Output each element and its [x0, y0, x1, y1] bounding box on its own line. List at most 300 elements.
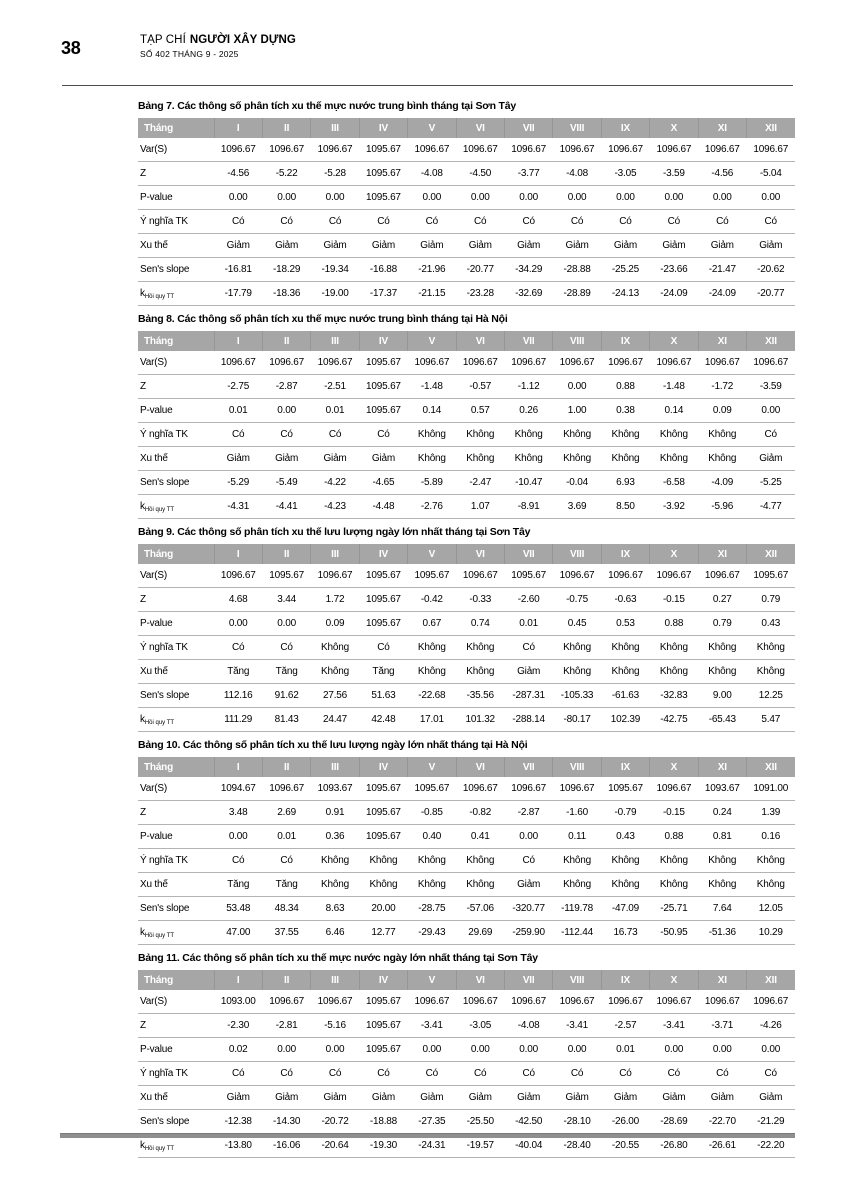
table-cell: 1095.67 [359, 138, 407, 162]
tables-container [138, 100, 795, 1165]
month-header-label: Tháng [138, 118, 214, 138]
table-cell: -18.29 [262, 258, 310, 282]
table-cell: 111.29 [214, 708, 262, 732]
table-cell: 0.91 [311, 801, 359, 825]
row-label-text: Ý nghĩa TK [140, 642, 188, 653]
table-cell: -28.89 [553, 282, 601, 306]
table-cell: -0.57 [456, 375, 504, 399]
table-cell: Tăng [214, 873, 262, 897]
row-label-text: P-value [140, 192, 173, 203]
table-cell: -288.14 [504, 708, 552, 732]
table-cell: -25.71 [650, 897, 698, 921]
table-cell: 1096.67 [553, 138, 601, 162]
table-cell: 102.39 [601, 708, 649, 732]
row-label [138, 1062, 214, 1086]
row-label-subscript: Hồi quy TT [144, 1145, 175, 1152]
row-label [138, 588, 214, 612]
table-cell: 0.00 [553, 375, 601, 399]
row-label-text: Ý nghĩa TK [140, 855, 188, 866]
table-cell: 0.00 [746, 1038, 795, 1062]
table-cell: 3.48 [214, 801, 262, 825]
table-cell: Giảm [456, 1086, 504, 1110]
table-cell: Có [311, 210, 359, 234]
table-cell: -4.08 [504, 1014, 552, 1038]
table-cell: 9.00 [698, 684, 746, 708]
table-cell: Giảm [504, 873, 552, 897]
table-section [138, 100, 795, 306]
table-cell: 1096.67 [698, 990, 746, 1014]
table-cell: Có [746, 1062, 795, 1086]
table-cell: -17.37 [359, 282, 407, 306]
table-cell: Có [650, 1062, 698, 1086]
table-cell: -3.59 [650, 162, 698, 186]
row-label-subscript: Hồi quy TT [144, 506, 175, 513]
table-cell: Không [601, 447, 649, 471]
table-cell: 16.73 [601, 921, 649, 945]
row-label-text: P-value [140, 831, 173, 842]
table-cell: 0.81 [698, 825, 746, 849]
table-cell: -4.50 [456, 162, 504, 186]
column-header: XI [698, 118, 746, 138]
row-label-text: Xu thế [140, 666, 168, 677]
table-cell: 1096.67 [601, 351, 649, 375]
table-cell: 0.38 [601, 399, 649, 423]
table-cell: Giảm [650, 1086, 698, 1110]
table-cell: -3.71 [698, 1014, 746, 1038]
table-cell: -14.30 [262, 1110, 310, 1134]
row-label-text: Z [140, 381, 146, 392]
table-cell: -18.36 [262, 282, 310, 306]
table-row [138, 708, 795, 732]
column-header: III [311, 331, 359, 351]
row-label [138, 849, 214, 873]
table-cell: 1096.67 [504, 990, 552, 1014]
table-cell: -2.87 [504, 801, 552, 825]
table-cell: 1096.67 [601, 138, 649, 162]
data-table [138, 970, 795, 1158]
data-table [138, 757, 795, 945]
table-cell: -26.00 [601, 1110, 649, 1134]
table-cell: Giảm [698, 1086, 746, 1110]
table-cell: -3.92 [650, 495, 698, 519]
table-cell: Không [698, 873, 746, 897]
table-cell: -4.56 [214, 162, 262, 186]
table-cell: -24.13 [601, 282, 649, 306]
table-cell: -3.77 [504, 162, 552, 186]
row-label-text: Z [140, 807, 146, 818]
table-cell: -4.08 [553, 162, 601, 186]
column-header: XI [698, 544, 746, 564]
table-cell: Không [698, 636, 746, 660]
table-row [138, 1014, 795, 1038]
column-header: VI [456, 757, 504, 777]
table-cell: Có [262, 636, 310, 660]
table-cell: Không [553, 660, 601, 684]
table-cell: 12.05 [746, 897, 795, 921]
table-cell: 1093.67 [698, 777, 746, 801]
data-table [138, 331, 795, 519]
table-cell: -0.33 [456, 588, 504, 612]
column-header: I [214, 970, 262, 990]
table-cell: 1095.67 [359, 1014, 407, 1038]
table-cell: Không [553, 873, 601, 897]
table-title: Bảng 8. Các thông số phân tích xu thế mực nước trung bình tháng tại Hà Nội [138, 313, 508, 325]
journal-name: NGƯỜI XÂY DỰNG [189, 34, 296, 46]
row-label [138, 351, 214, 375]
table-cell: Không [456, 423, 504, 447]
column-header: I [214, 757, 262, 777]
table-cell: 0.01 [504, 612, 552, 636]
table-cell: Không [601, 873, 649, 897]
table-cell: -4.09 [698, 471, 746, 495]
table-cell: Có [311, 1062, 359, 1086]
table-cell: -4.08 [408, 162, 456, 186]
table-cell: Tăng [262, 873, 310, 897]
table-cell: Có [698, 210, 746, 234]
table-cell: -17.79 [214, 282, 262, 306]
table-cell: Giảm [214, 234, 262, 258]
table-cell: 0.88 [601, 375, 649, 399]
row-label [138, 873, 214, 897]
table-cell: -5.49 [262, 471, 310, 495]
table-cell: -0.85 [408, 801, 456, 825]
table-cell: Không [601, 849, 649, 873]
row-label-text: k [140, 287, 145, 299]
column-header: III [311, 970, 359, 990]
table-cell: Có [553, 1062, 601, 1086]
table-cell: 0.24 [698, 801, 746, 825]
column-header: IX [601, 757, 649, 777]
column-header: I [214, 118, 262, 138]
table-row [138, 873, 795, 897]
column-header: VIII [553, 331, 601, 351]
table-cell: Không [746, 636, 795, 660]
journal-header [140, 34, 296, 59]
data-table [138, 544, 795, 732]
table-cell: 0.88 [650, 612, 698, 636]
table-cell: 6.46 [311, 921, 359, 945]
table-row [138, 921, 795, 945]
table-cell: -22.68 [408, 684, 456, 708]
table-cell: 1096.67 [698, 138, 746, 162]
table-cell: Không [746, 660, 795, 684]
column-header: V [408, 118, 456, 138]
table-cell: -21.47 [698, 258, 746, 282]
column-header: V [408, 757, 456, 777]
table-cell: 0.00 [698, 1038, 746, 1062]
table-cell: -0.15 [650, 588, 698, 612]
row-label-text: Xu thế [140, 453, 168, 464]
table-cell: -5.16 [311, 1014, 359, 1038]
table-cell: 0.27 [698, 588, 746, 612]
column-header: XII [746, 757, 795, 777]
table-cell: -23.66 [650, 258, 698, 282]
table-cell: -4.41 [262, 495, 310, 519]
table-cell: -5.22 [262, 162, 310, 186]
table-cell: -6.58 [650, 471, 698, 495]
table-cell: -20.77 [746, 282, 795, 306]
table-cell: 0.00 [214, 186, 262, 210]
table-cell: -3.41 [553, 1014, 601, 1038]
table-cell: 0.00 [650, 1038, 698, 1062]
table-cell: -5.25 [746, 471, 795, 495]
table-cell: Không [456, 447, 504, 471]
row-label [138, 708, 214, 732]
table-cell: Giảm [601, 1086, 649, 1110]
table-cell: Giảm [359, 1086, 407, 1110]
column-header: II [262, 118, 310, 138]
table-cell: 1096.67 [456, 564, 504, 588]
table-cell: 0.26 [504, 399, 552, 423]
row-label [138, 777, 214, 801]
table-header-row [138, 544, 795, 564]
table-cell: 1096.67 [504, 777, 552, 801]
column-header: IX [601, 544, 649, 564]
table-cell: -1.60 [553, 801, 601, 825]
table-cell: 1096.67 [456, 777, 504, 801]
table-cell: -4.26 [746, 1014, 795, 1038]
table-row [138, 447, 795, 471]
table-row [138, 825, 795, 849]
table-cell: -4.56 [698, 162, 746, 186]
column-header: IX [601, 331, 649, 351]
table-cell: 1096.67 [311, 138, 359, 162]
table-cell: Có [214, 849, 262, 873]
table-cell: -51.36 [698, 921, 746, 945]
column-header: IV [359, 757, 407, 777]
column-header: VII [504, 118, 552, 138]
column-header: VII [504, 331, 552, 351]
table-cell: 1095.67 [504, 564, 552, 588]
table-cell: 0.01 [262, 825, 310, 849]
footer-bar [60, 1133, 795, 1138]
column-header: XI [698, 970, 746, 990]
table-cell: Giảm [359, 234, 407, 258]
table-cell: 8.50 [601, 495, 649, 519]
table-cell: 1.00 [553, 399, 601, 423]
table-row [138, 1086, 795, 1110]
table-cell: 48.34 [262, 897, 310, 921]
table-row [138, 1062, 795, 1086]
column-header: II [262, 757, 310, 777]
column-header: XI [698, 331, 746, 351]
table-cell: -32.83 [650, 684, 698, 708]
column-header: IX [601, 970, 649, 990]
row-label-text: Ý nghĩa TK [140, 216, 188, 227]
table-cell: 1096.67 [311, 351, 359, 375]
table-cell: Có [311, 423, 359, 447]
row-label [138, 162, 214, 186]
table-cell: -3.59 [746, 375, 795, 399]
table-cell: 8.63 [311, 897, 359, 921]
table-cell: -5.96 [698, 495, 746, 519]
table-cell: 0.74 [456, 612, 504, 636]
month-header-label: Tháng [138, 331, 214, 351]
table-cell: Tăng [262, 660, 310, 684]
row-label-text: Sen's slope [140, 690, 190, 701]
table-cell: 1096.67 [746, 990, 795, 1014]
table-row [138, 660, 795, 684]
table-cell: 24.47 [311, 708, 359, 732]
row-label-text: Xu thế [140, 240, 168, 251]
table-cell: Không [698, 447, 746, 471]
table-title: Bảng 10. Các thông số phân tích xu thế lưu lượng ngày lớn nhất tháng tại Hà Nội [138, 739, 528, 751]
table-cell: -0.82 [456, 801, 504, 825]
column-header: VIII [553, 970, 601, 990]
data-table [138, 118, 795, 306]
table-row [138, 351, 795, 375]
table-cell: 1096.67 [601, 990, 649, 1014]
table-cell: -28.88 [553, 258, 601, 282]
row-label [138, 612, 214, 636]
table-cell: 1091.00 [746, 777, 795, 801]
table-cell: -47.09 [601, 897, 649, 921]
table-cell: 10.29 [746, 921, 795, 945]
table-cell: 0.00 [408, 1038, 456, 1062]
table-cell: 0.67 [408, 612, 456, 636]
table-cell: 1095.67 [262, 564, 310, 588]
table-cell: 81.43 [262, 708, 310, 732]
table-header-row [138, 757, 795, 777]
table-cell: 0.01 [214, 399, 262, 423]
table-cell: -80.17 [553, 708, 601, 732]
month-header-label: Tháng [138, 544, 214, 564]
row-label [138, 801, 214, 825]
table-cell: -28.40 [553, 1134, 601, 1158]
header-divider [62, 85, 793, 86]
table-cell: Giảm [746, 1086, 795, 1110]
table-cell: 1095.67 [746, 564, 795, 588]
table-cell: Giảm [359, 447, 407, 471]
column-header: II [262, 331, 310, 351]
table-cell: -2.76 [408, 495, 456, 519]
table-cell: Không [359, 873, 407, 897]
table-cell: 1096.67 [650, 990, 698, 1014]
table-section [138, 952, 795, 1158]
row-label [138, 684, 214, 708]
table-cell: Có [746, 423, 795, 447]
row-label [138, 921, 214, 945]
row-label-text: Var(S) [140, 996, 167, 1007]
table-cell: 0.79 [746, 588, 795, 612]
table-cell: -10.47 [504, 471, 552, 495]
table-cell: 1095.67 [359, 990, 407, 1014]
column-header: III [311, 544, 359, 564]
table-cell: -26.61 [698, 1134, 746, 1158]
table-cell: -40.04 [504, 1134, 552, 1158]
table-cell: 1096.67 [262, 777, 310, 801]
table-cell: Không [456, 873, 504, 897]
table-cell: -287.31 [504, 684, 552, 708]
row-label [138, 1014, 214, 1038]
table-cell: 0.00 [214, 612, 262, 636]
table-cell: Giảm [504, 660, 552, 684]
table-cell: -0.42 [408, 588, 456, 612]
table-cell: Giảm [408, 234, 456, 258]
table-cell: Không [553, 636, 601, 660]
table-cell: Có [262, 1062, 310, 1086]
table-cell: Tăng [214, 660, 262, 684]
table-cell: 0.57 [456, 399, 504, 423]
table-cell: Có [359, 1062, 407, 1086]
table-cell: -34.29 [504, 258, 552, 282]
row-label [138, 636, 214, 660]
row-label [138, 375, 214, 399]
column-header: II [262, 544, 310, 564]
table-cell: -28.69 [650, 1110, 698, 1134]
table-cell: Không [311, 660, 359, 684]
table-cell: Không [408, 447, 456, 471]
table-cell: 7.64 [698, 897, 746, 921]
table-cell: 0.00 [262, 1038, 310, 1062]
column-header: I [214, 331, 262, 351]
table-cell: 1095.67 [408, 564, 456, 588]
table-cell: 1096.67 [214, 351, 262, 375]
page-number: 38 [61, 38, 81, 58]
table-cell: -1.48 [408, 375, 456, 399]
row-label-text: Sen's slope [140, 477, 190, 488]
table-cell: -29.43 [408, 921, 456, 945]
row-label-text: k [140, 1139, 145, 1151]
column-header: II [262, 970, 310, 990]
table-cell: -24.31 [408, 1134, 456, 1158]
row-label [138, 447, 214, 471]
table-cell: -0.79 [601, 801, 649, 825]
table-cell: Không [311, 636, 359, 660]
table-cell: -5.29 [214, 471, 262, 495]
table-cell: Giảm [698, 234, 746, 258]
table-cell: -16.06 [262, 1134, 310, 1158]
table-cell: 1096.67 [746, 138, 795, 162]
row-label [138, 399, 214, 423]
table-cell: -20.62 [746, 258, 795, 282]
table-cell: 0.40 [408, 825, 456, 849]
table-cell: 1095.67 [359, 801, 407, 825]
table-cell: -26.80 [650, 1134, 698, 1158]
table-cell: 37.55 [262, 921, 310, 945]
row-label-subscript: Hồi quy TT [144, 293, 175, 300]
column-header: V [408, 331, 456, 351]
table-cell: 1095.67 [408, 777, 456, 801]
table-cell: 1095.67 [601, 777, 649, 801]
table-cell: 0.00 [504, 1038, 552, 1062]
table-cell: Có [408, 210, 456, 234]
table-section [138, 526, 795, 732]
table-cell: 1096.67 [650, 138, 698, 162]
table-cell: Không [650, 660, 698, 684]
row-label [138, 1086, 214, 1110]
table-cell: Không [650, 636, 698, 660]
table-cell: Giảm [456, 234, 504, 258]
table-cell: 1095.67 [359, 564, 407, 588]
table-cell: Giảm [311, 234, 359, 258]
column-header: VII [504, 757, 552, 777]
table-cell: Không [650, 849, 698, 873]
table-title: Bảng 11. Các thông số phân tích xu thế mực nước ngày lớn nhất tháng tại Sơn Tây [138, 952, 538, 964]
table-cell: -2.60 [504, 588, 552, 612]
table-cell: -3.05 [456, 1014, 504, 1038]
table-cell: -1.12 [504, 375, 552, 399]
table-cell: Có [262, 210, 310, 234]
table-cell: 0.01 [311, 399, 359, 423]
row-label-text: Sen's slope [140, 1116, 190, 1127]
table-cell: 91.62 [262, 684, 310, 708]
table-cell: Có [214, 636, 262, 660]
table-cell: 1096.67 [214, 564, 262, 588]
table-cell: 0.36 [311, 825, 359, 849]
table-cell: -50.95 [650, 921, 698, 945]
table-cell: 0.43 [601, 825, 649, 849]
